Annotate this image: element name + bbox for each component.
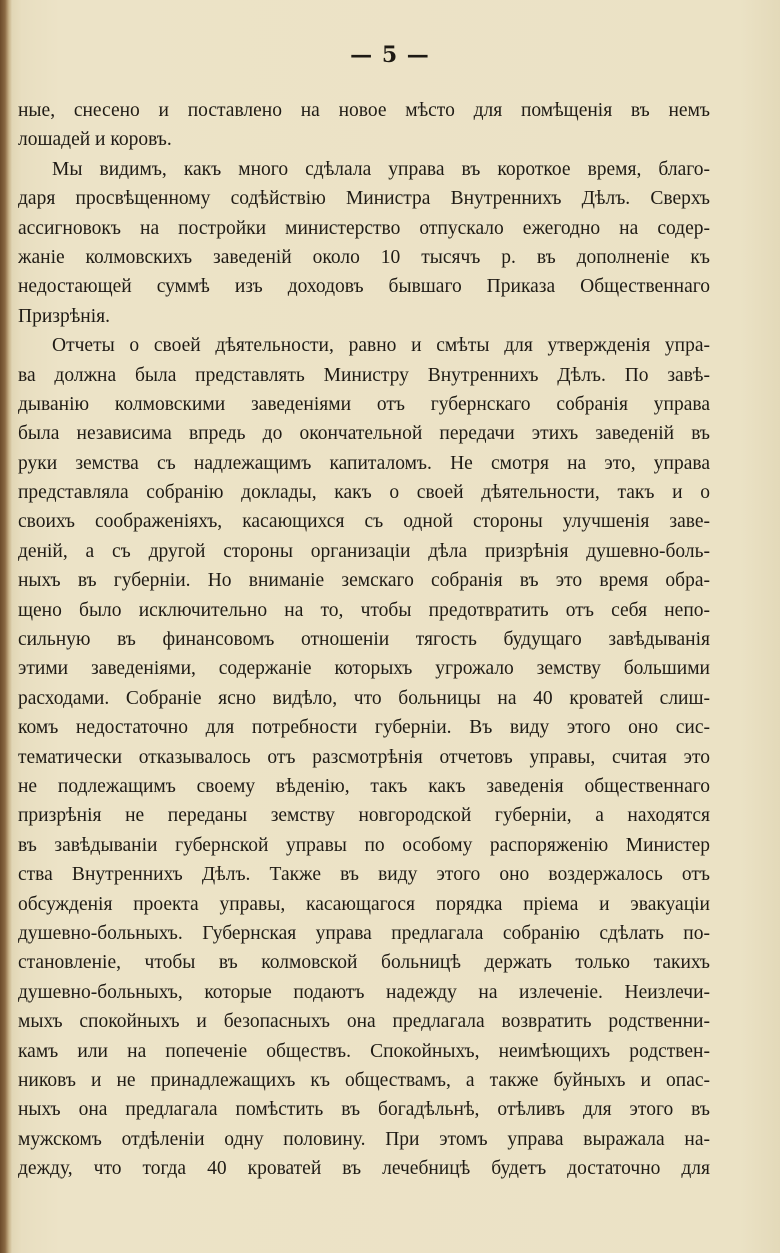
text-line: дежду, что тогда 40 кроватей въ лечебницѣ будетъ достаточно для xyxy=(18,1158,710,1180)
text-line: ва должна была представлять Министру Внутреннихъ Дѣлъ. По завѣ- xyxy=(18,364,710,386)
text-line: мужскомъ отдѣленіи одну половину. При этомъ управа выражала на- xyxy=(18,1128,710,1150)
text-line: душевно-больныхъ, которые подаютъ надежду на излеченіе. Неизлечи- xyxy=(18,981,710,1003)
text-line: Призрѣнія. xyxy=(18,305,111,327)
text-line: ныхъ въ губерніи. Но вниманіе земскаго собранія въ это время обра- xyxy=(18,570,710,592)
text-line: Отчеты о своей дѣятельности, равно и смѣты для утвержденія упра- xyxy=(52,335,710,357)
text-line: въ завѣдываніи губернской управы по особому распоряженію Министер xyxy=(18,834,710,856)
text-line: душевно-больныхъ. Губернская управа предлагала собранію сдѣлать по- xyxy=(18,922,710,944)
text-line: не подлежащимъ своему вѣденію, такъ какъ заведенія общественнаго xyxy=(18,775,710,797)
body-text xyxy=(18,96,710,1183)
text-line: никовъ и не принадлежащихъ къ обществамъ, а также буйныхъ и опас- xyxy=(18,1069,710,1091)
text-line: сильную въ финансовомъ отношеніи тягость будущаго завѣдыванія xyxy=(18,629,710,651)
text-line: недостающей суммѣ изъ доходовъ бывшаго Приказа Общественнаго xyxy=(18,276,710,298)
text-line: ства Внутреннихъ Дѣлъ. Также въ виду этого оно воздержалось отъ xyxy=(18,864,710,886)
text-line: лошадей и коровъ. xyxy=(18,129,172,151)
text-line: ныхъ она предлагала помѣстить въ богадѣльнѣ, отѣливъ для этого въ xyxy=(18,1099,710,1121)
text-line: становленіе, чтобы въ колмовской больницѣ держать только такихъ xyxy=(18,952,710,974)
text-line: щено было исключительно на то, чтобы предотвратить отъ себя непо- xyxy=(18,599,710,621)
text-line: комъ недостаточно для потребности губерніи. Въ виду этого оно сис- xyxy=(18,717,710,739)
text-line: была независима впредь до окончательной передачи этихъ заведеній въ xyxy=(18,423,710,445)
text-line: камъ или на попеченіе обществъ. Спокойныхъ, неимѣющихъ родствен- xyxy=(18,1040,710,1062)
text-line: руки земства съ надлежащимъ капиталомъ. Не смотря на это, управа xyxy=(18,452,710,474)
text-line: ные, снесено и поставлено на новое мѣсто для помѣщенія въ немъ xyxy=(18,100,710,121)
text-line: Мы видимъ, какъ много сдѣлала управа въ короткое время, благо- xyxy=(52,158,710,180)
text-line: дыванію колмовскими заведеніями отъ губернскаго собранія управа xyxy=(18,393,710,415)
text-line: жаніе колмовскихъ заведеній около 10 тысячъ р. въ дополненіе къ xyxy=(18,246,710,268)
text-line: тематически отказывалось отъ разсмотрѣнія отчетовъ управы, считая это xyxy=(18,746,710,768)
text-line: этими заведеніями, содержаніе которыхъ угрожало земству большими xyxy=(18,658,710,680)
text-line: даря просвѣщенному содѣйствію Министра Внутреннихъ Дѣлъ. Сверхъ xyxy=(18,188,710,210)
text-line: мыхъ спокойныхъ и безопасныхъ она предлагала возвратить родственни- xyxy=(18,1011,710,1033)
binding-edge xyxy=(0,0,12,1253)
text-line: своихъ соображеніяхъ, касающихся съ одной стороны улучшенія заве- xyxy=(18,511,710,533)
text-line: призрѣнія не переданы земству новгородской губерніи, а находятся xyxy=(18,805,710,827)
text-line: деній, а съ другой стороны организаціи дѣла призрѣнія душевно-боль- xyxy=(18,540,710,562)
text-line: представляла собранію доклады, какъ о своей дѣятельности, такъ и о xyxy=(18,482,710,504)
text-line: расходами. Собраніе ясно видѣло, что больницы на 40 кроватей слиш- xyxy=(18,687,710,709)
text-line: ассигновокъ на постройки министерство отпускало ежегодно на содер- xyxy=(18,217,710,239)
text-line: обсужденія проекта управы, касающагося порядка пріема и эвакуаціи xyxy=(18,893,710,915)
page-number: — 5 — xyxy=(350,42,430,68)
